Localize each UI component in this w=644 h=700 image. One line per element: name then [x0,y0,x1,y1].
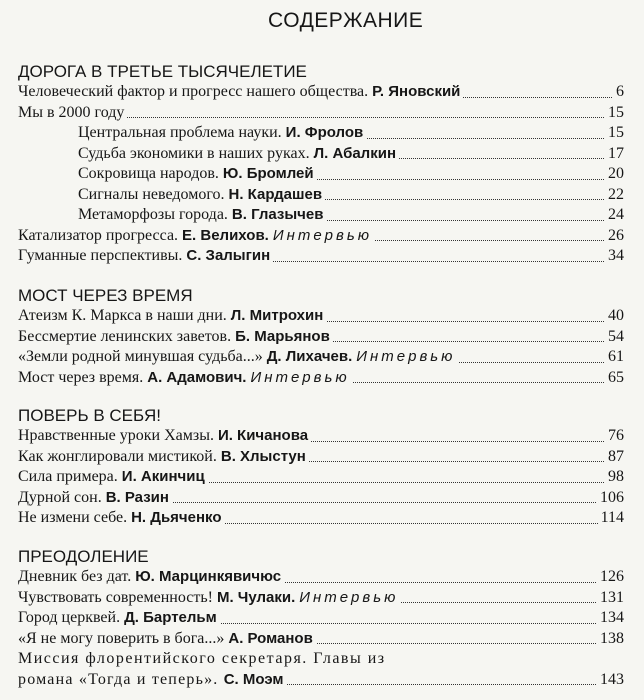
entry-title: Мы в 2000 году [18,103,125,121]
toc-entry[interactable] [78,123,624,144]
entry-page: 138 [597,629,624,650]
toc-entry[interactable] [18,467,624,488]
toc-entry[interactable] [78,205,624,226]
entry-note: Интервью [356,348,456,365]
entry-author: В. Разин [105,488,169,506]
entry-author: Р. Яновский [372,83,461,100]
toc-entry[interactable] [18,82,624,103]
entry-title: Сокровища народов. [78,165,219,182]
section-dorroga [18,61,624,267]
entry-page: 26 [605,226,624,247]
entry-title: «Я не могу поверить в бога...» [18,629,225,647]
entry-author: А. Адамович. [147,368,247,386]
entry-page: 61 [605,347,624,368]
entry-title: Сигналы неведомого. [78,185,225,203]
entry-page: 114 [598,508,624,529]
entry-title: Как жонглировали мистикой. [18,447,217,465]
entry-page: 20 [605,164,624,185]
entry-page: 54 [605,327,624,348]
entry-title: Человеческий фактор и прогресс нашего общества. [18,83,369,100]
entry-author: Д. Лихачев. [266,348,353,365]
entry-author: С. Моэм [223,670,284,688]
toc-entry[interactable] [18,368,624,389]
toc-entry[interactable] [18,508,624,529]
section-heading: ПРЕОДОЛЕНИЕ [18,547,149,566]
toc-entry[interactable] [18,426,624,447]
entry-author: И. Фролов [285,124,364,141]
entry-page: 76 [605,426,624,447]
page-title: СОДЕРЖАНИЕ [268,9,424,32]
section-pover [18,405,624,529]
entry-author: Б. Марьянов [235,327,330,345]
entry-page: 40 [605,306,624,327]
toc-entry[interactable] [18,670,624,691]
entry-page: 106 [597,488,624,509]
entry-author: В. Глазычев [231,206,324,223]
entry-author: С. Залыгин [186,247,271,264]
entry-title: Атеизм К. Маркса в наши дни. [18,307,227,324]
toc-entry[interactable] [18,588,624,609]
entry-author: Е. Велихов. [182,226,269,244]
toc-entry[interactable] [18,567,624,588]
toc-entry[interactable] [78,144,624,165]
entry-page: 34 [605,246,624,267]
entry-author: М. Чулаки. [216,588,296,606]
entry-page: 143 [597,670,624,691]
entry-title: романа «Тогда и теперь». [18,670,219,688]
entry-page: 22 [605,185,624,206]
section-preodolenie [18,546,624,690]
toc-entry[interactable] [18,488,624,509]
entry-title: Дневник без дат. [18,568,132,585]
entry-note: Интервью [299,588,399,606]
entry-title: Не измени себе. [18,509,128,526]
toc-entry[interactable] [18,226,624,247]
entry-author: Д. Бартельм [124,609,217,626]
toc-entry[interactable] [18,306,624,327]
entry-page: 134 [597,608,624,629]
toc-entry[interactable] [18,608,624,629]
entry-author: А. Романов [228,629,313,647]
section-heading: ПОВЕРЬ В СЕБЯ! [18,406,161,425]
section-heading: МОСТ ЧЕРЕЗ ВРЕМЯ [18,286,193,305]
toc-entry[interactable] [18,629,624,650]
entry-page: 87 [605,447,624,468]
toc-entry[interactable] [18,447,624,468]
entry-title: Сила примера. [18,468,118,485]
toc-entry-line[interactable]: Миссия флорентийского секретаря. Главы из [18,650,386,667]
entry-page: 65 [605,368,624,389]
entry-author: И. Акинчиц [121,468,205,485]
entry-page: 6 [613,82,624,103]
entry-title: Город церквей. [18,609,121,626]
entry-author: Л. Абалкин [313,144,396,162]
entry-author: Ю. Марцинкявичюс [135,568,282,585]
entry-author: Н. Дьяченко [131,509,222,526]
entry-title: Нравственные уроки Хамзы. [18,427,214,444]
entry-page: 98 [605,467,624,488]
entry-page: 24 [605,205,624,226]
entry-author: Н. Кардашев [228,185,323,203]
entry-title: «Земли родной минувшая судьба...» [18,348,263,365]
entry-page: 15 [605,103,624,124]
entry-title: Катализатор прогресса. [18,226,179,244]
section-heading: ДОРОГА В ТРЕТЬЕ ТЫСЯЧЕЛЕТИЕ [18,62,307,81]
section-most [18,285,624,388]
entry-title: Центральная проблема науки. [78,124,282,141]
entry-note: Интервью [272,226,373,244]
entry-author: Ю. Бромлей [222,165,314,182]
entry-note: Интервью [250,368,350,386]
toc-entry[interactable] [18,246,624,267]
entry-title: Гуманные перспективы. [18,247,183,264]
entry-title: Бессмертие ленинских заветов. [18,327,232,345]
entry-page: 15 [605,123,624,144]
entry-title: Судьба экономики в наших руках. [78,144,310,162]
toc-entry[interactable] [78,185,624,206]
entry-title: Дурной сон. [18,488,102,506]
toc-entry[interactable] [18,347,624,368]
entry-author: Л. Митрохин [230,307,324,324]
toc-entry[interactable] [18,327,624,348]
entry-title: Чувствовать современность! [18,588,213,606]
toc-entry[interactable] [18,103,624,124]
entry-page: 131 [597,588,624,609]
entry-title: Мост через время. [18,368,144,386]
toc-entry[interactable] [78,164,624,185]
entry-author: И. Кичанова [217,427,309,444]
entry-page: 17 [605,144,624,165]
entry-page: 126 [597,567,624,588]
entry-author: В. Хлыстун [220,447,306,465]
entry-title: Метаморфозы города. [78,206,228,223]
